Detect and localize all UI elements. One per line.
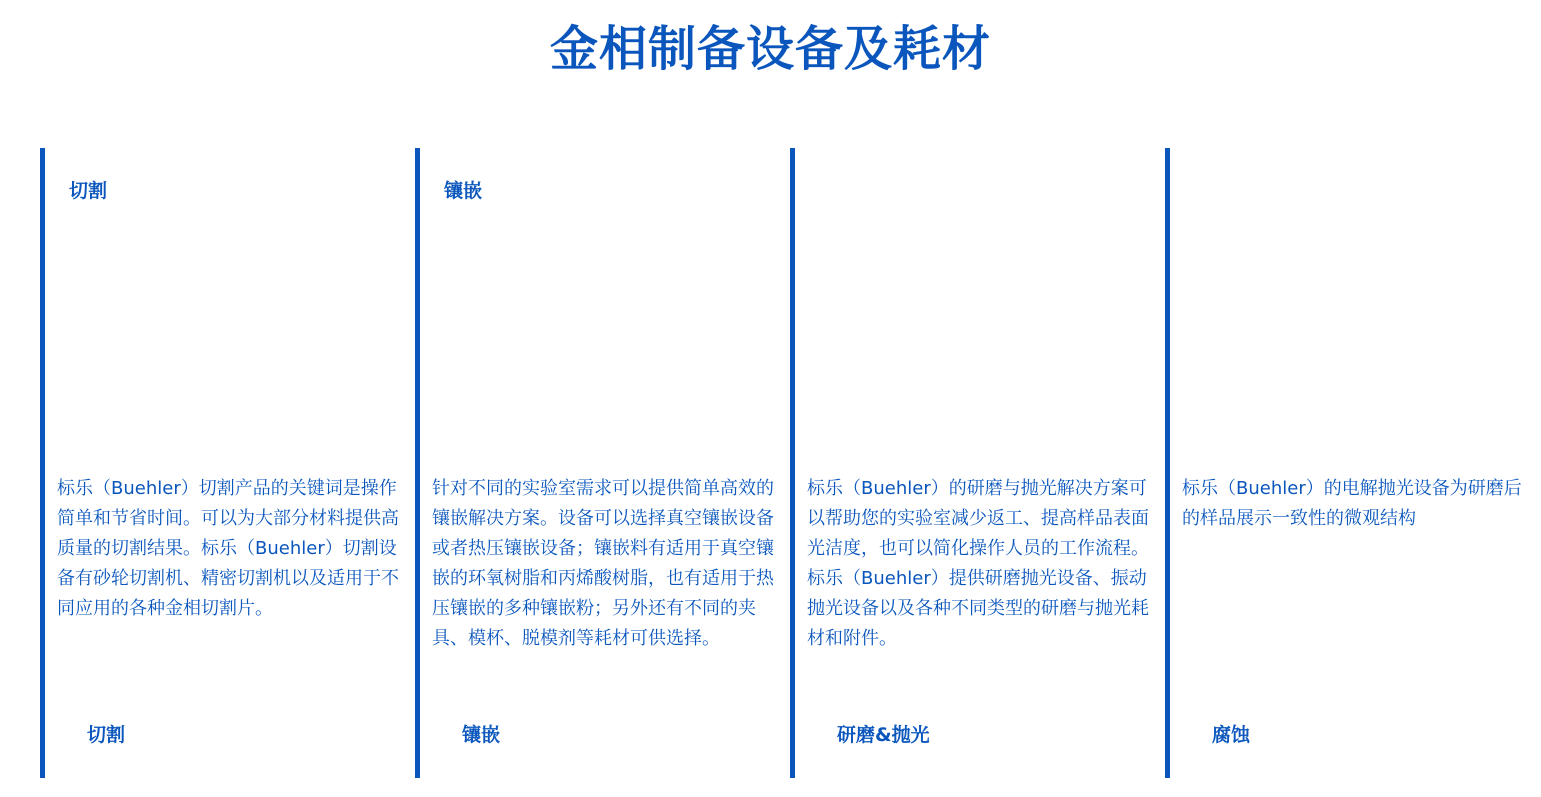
column-bottom-link[interactable]: 研磨&抛光 bbox=[837, 724, 930, 746]
column-description: 标乐（Buehler）的电解抛光设备为研磨后的样品展示一致性的微观结构 bbox=[1182, 478, 1522, 529]
column-grinding-polishing bbox=[790, 148, 1155, 778]
column-top-title: 切割 bbox=[69, 180, 108, 202]
page-title: 金相制备设备及耗材 bbox=[549, 21, 991, 77]
column-bottom-link[interactable]: 切割 bbox=[87, 724, 126, 746]
column-description: 标乐（Buehler）切割产品的关键词是操作简单和节省时间。可以为大部分材料提供高质量的切割结果。标乐（Buehler）切割设备有砂轮切割机、精密切割机以及适用于不同应用的各种金相切割片。 bbox=[57, 478, 399, 619]
column-top-title: 镶嵌 bbox=[444, 180, 483, 202]
column-bottom-link[interactable]: 腐蚀 bbox=[1212, 724, 1251, 746]
column-cutting bbox=[40, 148, 405, 778]
column-bottom-link[interactable]: 镶嵌 bbox=[462, 724, 501, 746]
column-description: 标乐（Buehler）的研磨与抛光解决方案可以帮助您的实验室减少返工、提高样品表面光洁度，也可以简化操作人员的工作流程。标乐（Buehler）提供研磨抛光设备、振动抛光设备以及各种不同类型的研磨与抛光耗材和附件。 bbox=[807, 478, 1149, 649]
column-description: 针对不同的实验室需求可以提供简单高效的镶嵌解决方案。设备可以选择真空镶嵌设备或者热压镶嵌设备；镶嵌料有适用于真空镶嵌的环氧树脂和丙烯酸树脂，也有适用于热压镶嵌的多种镶嵌粉；另外还有不同的夹具、模杯、脱模剂等耗材可供选择。 bbox=[432, 478, 774, 649]
column-etching bbox=[1165, 148, 1530, 778]
column-mounting bbox=[415, 148, 780, 778]
